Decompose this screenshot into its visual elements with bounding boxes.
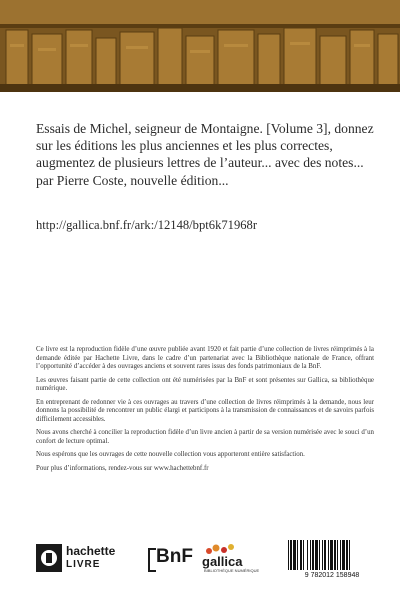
gallica-logo bbox=[202, 542, 260, 576]
barcode-bar bbox=[337, 540, 338, 570]
barcode-bar bbox=[293, 540, 296, 570]
hachette-livre-logo bbox=[36, 544, 136, 576]
barcode-bar bbox=[310, 540, 311, 570]
bnf-logo-text: BnF bbox=[156, 546, 193, 567]
barcode-bar bbox=[319, 540, 320, 570]
gallica-logo-text: gallica bbox=[202, 554, 243, 569]
barcode-bar bbox=[300, 540, 302, 570]
barcode-bar bbox=[312, 540, 314, 570]
bnf-logo bbox=[148, 546, 192, 574]
description-text bbox=[36, 346, 374, 478]
barcode-bar bbox=[297, 540, 298, 570]
paragraph: Ce livre est la reproduction fidèle d’une œuvre publiée avant 1920 et fait partie d’une collection de livres réimprimés à la demande éditée par Hachette Livre, dans le cadre d’un partenariat avec la Bibliothèque nationale de France, offrant l’opportunité d’accéder à des ouvrages anciens et souvent rares issus des fonds patrimoniaux de la BnF. bbox=[36, 346, 374, 370]
footer bbox=[30, 538, 380, 582]
barcode-bar bbox=[303, 540, 304, 570]
gallica-link[interactable]: http://gallica.bnf.fr/ark:/12148/bpt6k71968r bbox=[36, 218, 258, 232]
barcode-bar bbox=[349, 540, 350, 570]
barcode-icon bbox=[282, 538, 382, 572]
barcode-number: 9 782012 158948 bbox=[304, 572, 360, 579]
barcode-bar bbox=[342, 540, 345, 570]
bookshelf-banner bbox=[0, 0, 400, 92]
hachette-logo-text: hachette bbox=[66, 544, 116, 558]
barcode-bar bbox=[330, 540, 333, 570]
barcode-bar bbox=[288, 540, 289, 570]
barcode-bar bbox=[340, 540, 341, 570]
barcode-bar bbox=[328, 540, 329, 570]
barcode-bar bbox=[322, 540, 323, 570]
paragraph: Les œuvres faisant partie de cette collection ont été numérisées par la BnF et sont présentes sur Gallica, sa bibliothèque numérique. bbox=[36, 376, 374, 392]
barcode-bar bbox=[315, 540, 318, 570]
isbn-barcode bbox=[282, 538, 382, 582]
paragraph: Nous espérons que les ouvrages de cette nouvelle collection vous apporteront entière satisfaction. bbox=[36, 451, 305, 458]
barcode-bar bbox=[290, 540, 292, 570]
hachette-icon bbox=[36, 544, 62, 572]
paragraph: Pour plus d’informations, rendez-vous sur www.hachettebnf.fr bbox=[36, 464, 209, 472]
paragraph: Nous avons cherché à concilier la reproduction fidèle d’un livre ancien à partir de sa version numérisée avec le souci d’un confort de lecture optimal. bbox=[36, 429, 374, 445]
barcode-bar bbox=[307, 540, 308, 570]
gallica-subtitle: BIBLIOTHÈQUE NUMÉRIQUE bbox=[204, 568, 260, 573]
barcode-bar bbox=[324, 540, 326, 570]
barcode-bar bbox=[346, 540, 348, 570]
livre-logo-text: LIVRE bbox=[66, 559, 101, 570]
barcode-bar bbox=[334, 540, 336, 570]
book-title: Essais de Michel, seigneur de Montaigne. [Volume 3], donnez sur les éditions les plus anciennes et les plus correctes, augmentez de plusieurs lettres de l’auteur... avec des notes... par Pierre Coste, nouvelle édition... bbox=[36, 121, 374, 188]
bnf-bracket-icon bbox=[148, 548, 156, 572]
paragraph: En entreprenant de redonner vie à ces ouvrages au travers d’une collection de livres réimprimés à la demande, nous leur donnons la possibilité de rencontrer un public élargi et participons à la transmission de connaissances et de savoirs parfois difficilement accessibles. bbox=[36, 398, 374, 423]
bookshelf-icon bbox=[0, 0, 400, 92]
